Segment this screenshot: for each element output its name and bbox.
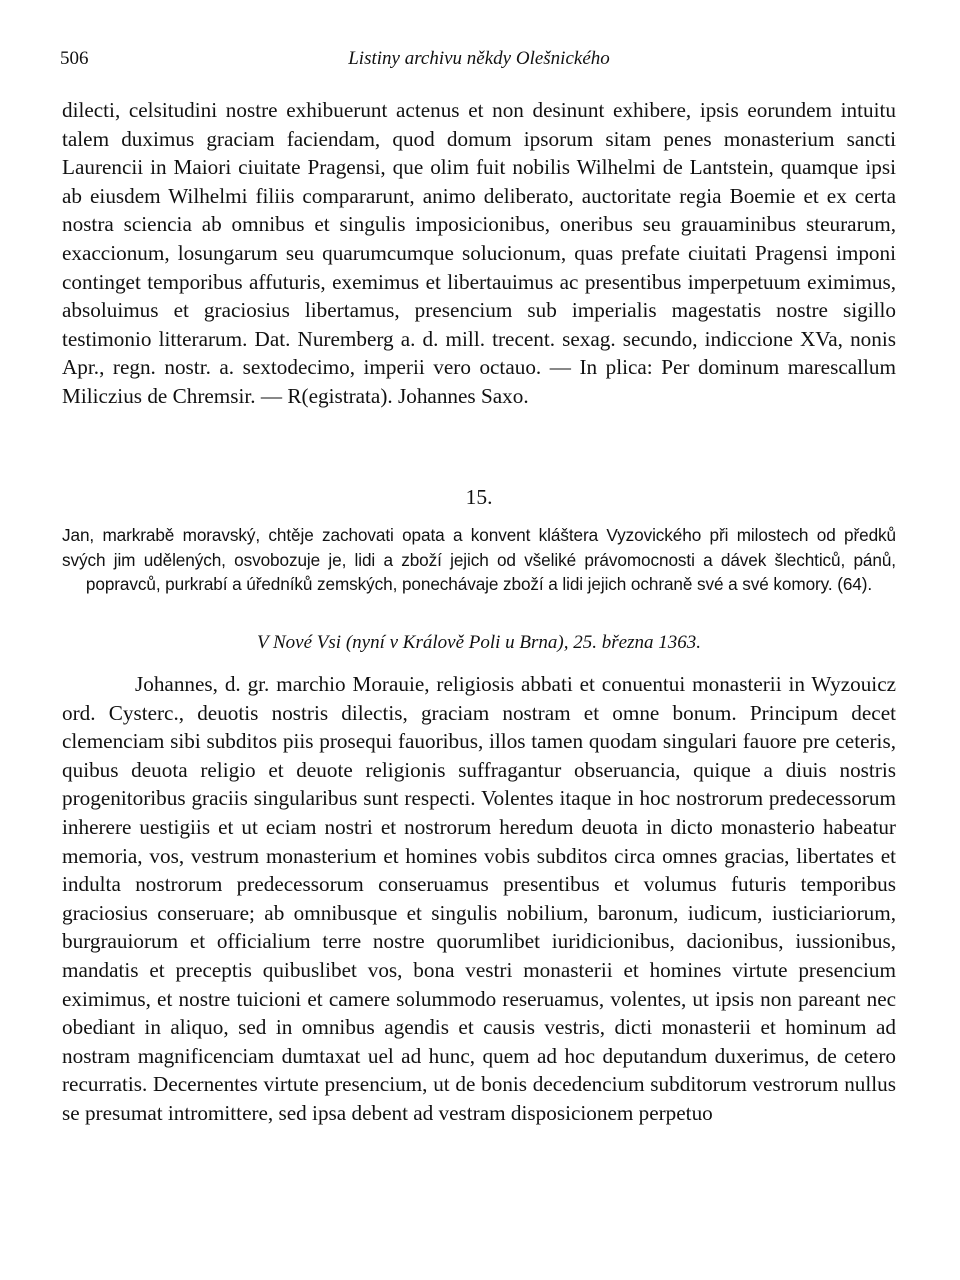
document-dating: V Nové Vsi (nyní v Králově Poli u Brna), 25. března 1363. (257, 632, 701, 653)
page-header (62, 48, 896, 74)
page-number: 506 (60, 48, 89, 69)
continued-charter (62, 96, 896, 411)
charter-text: Johannes, d. gr. marchio Morauie, religiosis abbati et conuentui monasterii in Wyzouicz ord. Cysterc., deuotis nostris dilectis, graciam nostram et omne bonum. Principum decet clemenciam sibi subditos piis prosequi fauoribus, illos tamen quodam singulari fauore pre ceteris, quibus deuota religio et deuote religionis suffragantur obseruancia, quique a diuis nostris progenitoribus graciis singularibus sunt respecti. Volentes itaque in hoc nostrorum predecessorum inherere uestigiis et ut eciam nostri et nostrorum heredum deuota in dicto monasterio habeatur memoria, vos, vestrum monasterium et homines vobis subditos circa omnes gracias, libertates et indulta nostrorum predecessorum conseruamus presentibus et volumus futuris temporibus graciosius conseruare; ab omnibusque et singulis nobilium, baronum, iudicum, iusticiariorum, burgrauiorum et officialium terre nostre quorumlibet iuridicionibus, dacionibus, iussionibus, mandatis et preceptis quibuslibet vos, bona vestri monasterii et homines virtute presencium eximimus, et nostre tuicioni et camere solummodo reseruamus, volentes, ut ipsis non pareant nec obediant in aliquo, sed in omnibus agendis et causis vestris, dicti monasterii et hominum ad nostram magnificenciam dumtaxat uel ad hunc, quem ad hoc deputandum duxerimus, de cetero recurratis. Decernentes virtute presencium, ut de bonis decedencium subditorum vestrorum nullus se presumat intromittere, sed ipsa debent ad vestram disposicionem perpetuo (62, 672, 896, 1125)
charter-body (62, 670, 896, 1128)
document-regest: Jan, markrabě moravský, chtěje zachovati opata a konvent kláštera Vyzovického při milostech od předků svých jim udělených, osvobozuje je, lidi a zboží jejich od všeliké právomocnosti a dávek šlechticů, pánů, popravců, purkrabí a úředníků zemských, ponechávaje zboží a lidi jejich ochraně své a své komory. (64). (62, 525, 896, 595)
running-title: Listiny archivu někdy Olešnického (348, 48, 610, 69)
continued-charter-text: dilecti, celsitudini nostre exhibuerunt actenus et non desinunt exhibere, ipsis eorundem intuitu talem duximus graciam faciendam, quod domum ipsorum sitam penes monasterium sancti Laurencii in Maiori ciuitate Pragensi, que olim fuit nobilis Wilhelmi de Lantstein, quamque ipsi ab eiusdem Wilhelmi filiis compararunt, animo deliberato, auctoritate regia Boemie et ex certa nostra sciencia ab omnibus et singulis imposicionibus, oneribus seu grauaminibus steurarum, exaccionum, losungarum seu quarumcumque solucionum, quas prefate ciuitati Pragensi imponi continget temporibus affuturis, exemimus et libertauimus ac presentibus imperpetuum eximimus, absoluimus et graciosius libertamus, presencium sub imperialis magestatis nostre sigillo testimonio litterarum. Dat. Nuremberg a. d. mill. trecent. sexag. secundo, indiccione XVa, nonis Apr., regn. nostr. a. sextodecimo, imperii vero octauo. — In plica: Per dominum marescallum Miliczius de Chremsir. — R(egistrata). Johannes Saxo. (62, 98, 896, 408)
document-number: 15. (465, 485, 493, 509)
document-page (62, 0, 896, 1280)
